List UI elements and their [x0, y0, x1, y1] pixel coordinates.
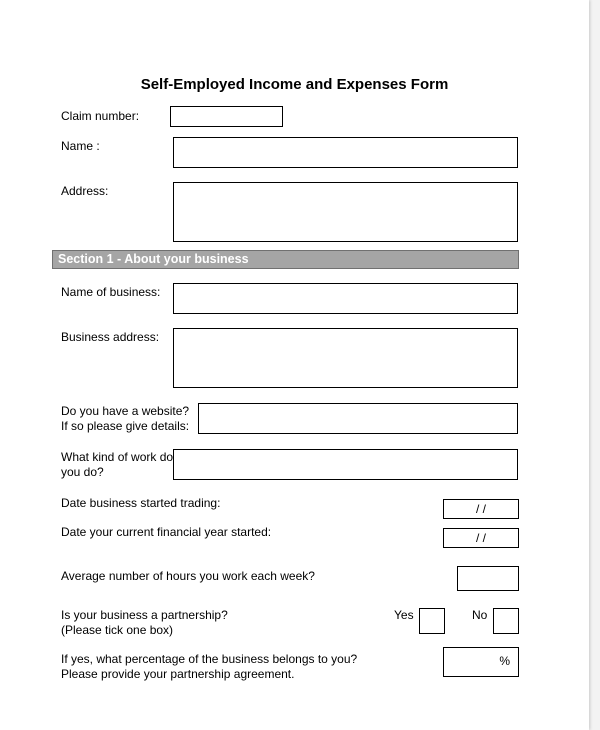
- form-title: Self-Employed Income and Expenses Form: [140, 76, 449, 93]
- partnership-label-line2: (Please tick one box): [61, 623, 174, 637]
- partnership-label: [61, 608, 228, 638]
- business-name-label: Name of business:: [61, 285, 161, 299]
- website-input[interactable]: [198, 403, 518, 434]
- name-input[interactable]: [173, 137, 518, 168]
- percentage-label-line1: If yes, what percentage of the business belongs to you?: [61, 652, 358, 666]
- claim-number-label: Claim number:: [61, 109, 140, 123]
- yes-label: Yes: [394, 608, 414, 622]
- hours-input[interactable]: [457, 566, 519, 591]
- work-label-line1: What kind of work do: [61, 450, 174, 464]
- date-started-input[interactable]: / /: [443, 499, 519, 519]
- address-input[interactable]: [173, 182, 518, 242]
- fy-started-label: Date your current financial year started:: [61, 525, 272, 539]
- percentage-label-line2: Please provide your partnership agreement.: [61, 667, 295, 681]
- work-input[interactable]: [173, 449, 518, 480]
- work-label-line2: you do?: [61, 465, 104, 479]
- date-started-label: Date business started trading:: [61, 496, 221, 510]
- business-name-input[interactable]: [173, 283, 518, 314]
- fy-started-input[interactable]: / /: [443, 528, 519, 548]
- business-address-input[interactable]: [173, 328, 518, 388]
- website-label-line1: Do you have a website?: [61, 404, 190, 418]
- percentage-label: [61, 652, 357, 682]
- percentage-input[interactable]: %: [443, 647, 519, 677]
- partnership-yes-checkbox[interactable]: [419, 608, 445, 634]
- website-label-line2: If so please give details:: [61, 419, 190, 433]
- partnership-no-checkbox[interactable]: [493, 608, 519, 634]
- claim-number-input[interactable]: [170, 106, 283, 127]
- section-1-heading: Section 1 - About your business: [52, 250, 519, 269]
- no-label: No: [472, 608, 488, 622]
- partnership-label-line1: Is your business a partnership?: [61, 608, 228, 622]
- hours-label: Average number of hours you work each week?: [61, 569, 315, 583]
- website-label: [61, 404, 189, 434]
- business-address-label: Business address:: [61, 330, 160, 344]
- work-label: [61, 450, 173, 480]
- name-label: Name :: [61, 139, 100, 153]
- address-label: Address:: [61, 184, 109, 198]
